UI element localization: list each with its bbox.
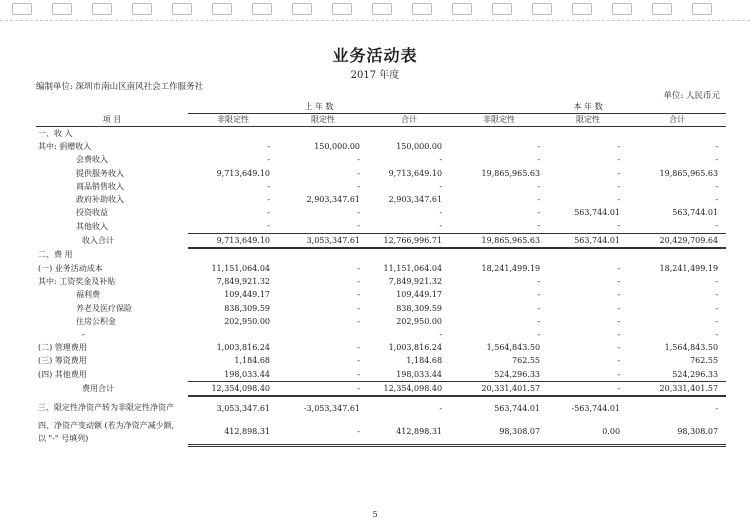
table-row bbox=[36, 381, 726, 396]
value-cell: 1,564,843.50 bbox=[664, 343, 719, 353]
row-label: 三、限定性净资产转为非限定性净资产 bbox=[38, 403, 174, 413]
value-cell: -3,053,347.61 bbox=[303, 403, 360, 413]
value-cell: - bbox=[715, 142, 719, 152]
table-row bbox=[36, 396, 726, 419]
value-cell: 98,308.07 bbox=[628, 419, 726, 445]
value-cell: 98,308.07 bbox=[450, 419, 548, 445]
table-row bbox=[36, 275, 726, 288]
value-cell: 2,903,347.61 bbox=[306, 195, 360, 205]
value-cell: - bbox=[537, 142, 541, 152]
value-cell: - bbox=[617, 181, 621, 191]
value-cell: 198,033.44 bbox=[188, 368, 278, 382]
value-cell: - bbox=[357, 221, 360, 231]
header-item: 项 目 bbox=[36, 114, 188, 127]
value-cell: 20,429,709.64 bbox=[628, 233, 726, 248]
table-row bbox=[36, 193, 726, 206]
row-label: 政府补助收入 bbox=[76, 195, 124, 205]
value-cell: 7,849,921.32 bbox=[388, 277, 443, 287]
value-cell: - bbox=[439, 181, 443, 191]
table-row bbox=[36, 233, 726, 248]
value-cell: - bbox=[617, 221, 621, 231]
row-label: (四) 其他费用 bbox=[38, 369, 87, 379]
value-cell: - bbox=[357, 168, 360, 178]
value-cell: - bbox=[439, 403, 443, 413]
value-cell: 19,865,965.63 bbox=[481, 168, 541, 178]
value-cell bbox=[188, 248, 278, 262]
value-cell: 1,184.68 bbox=[406, 356, 443, 366]
value-cell: 9,713,649.10 bbox=[188, 233, 278, 248]
value-cell bbox=[450, 127, 548, 141]
value-cell: - bbox=[715, 290, 719, 300]
value-cell: - bbox=[617, 343, 621, 353]
value-cell bbox=[628, 127, 726, 141]
value-cell: - bbox=[357, 290, 360, 300]
value-cell: 524,296.33 bbox=[628, 368, 726, 382]
value-cell: - bbox=[715, 155, 719, 165]
value-cell bbox=[278, 328, 368, 341]
value-cell: - bbox=[278, 419, 368, 445]
value-cell: - bbox=[357, 356, 360, 366]
row-label: 商品销售收入 bbox=[76, 181, 124, 191]
value-cell: - bbox=[617, 195, 621, 205]
value-cell: 202,950.00 bbox=[396, 316, 443, 326]
value-cell: - bbox=[617, 168, 621, 178]
value-cell: - bbox=[617, 290, 621, 300]
value-cell: 109,449.17 bbox=[396, 290, 443, 300]
table-row bbox=[36, 288, 726, 301]
value-cell: 838,309.59 bbox=[224, 303, 270, 313]
value-cell: 1,003,816.24 bbox=[388, 343, 443, 353]
row-label: 其他收入 bbox=[76, 221, 108, 231]
value-cell: - bbox=[278, 381, 368, 396]
value-cell: 2,903,347.61 bbox=[388, 195, 443, 205]
value-cell: 762.55 bbox=[512, 356, 541, 366]
organization-label: 编制单位: 深圳市南山区南风社会工作服务社 bbox=[36, 82, 204, 92]
value-cell: 1,184.68 bbox=[234, 356, 270, 366]
value-cell: - bbox=[267, 142, 270, 152]
row-label: 福利费 bbox=[76, 290, 100, 300]
value-cell: - bbox=[537, 221, 541, 231]
value-cell: 18,241,499.19 bbox=[659, 264, 719, 274]
value-cell: - bbox=[715, 316, 719, 326]
value-cell: - bbox=[439, 208, 443, 218]
value-cell: - bbox=[715, 403, 719, 413]
table-row bbox=[36, 127, 726, 141]
value-cell: - bbox=[537, 208, 541, 218]
value-cell: - bbox=[439, 221, 443, 231]
row-label: 收入合计 bbox=[82, 235, 114, 245]
value-cell: -563,744.01 bbox=[571, 403, 621, 413]
value-cell: 3,053,347.61 bbox=[216, 403, 270, 413]
value-cell: 563,744.01 bbox=[672, 208, 719, 218]
table-row bbox=[36, 302, 726, 315]
row-label: (三) 筹资费用 bbox=[38, 356, 87, 366]
value-cell bbox=[188, 127, 278, 141]
row-label: 费用合计 bbox=[82, 384, 114, 394]
header-prev-total: 合计 bbox=[368, 114, 450, 127]
value-cell: 12,354,098.40 bbox=[188, 381, 278, 396]
row-label: 其中: 捐赠收入 bbox=[38, 142, 92, 152]
value-cell bbox=[278, 127, 368, 141]
value-cell: 19,865,965.63 bbox=[450, 233, 548, 248]
row-label: 提供服务收入 bbox=[76, 168, 124, 178]
row-label: (二) 管理费用 bbox=[38, 343, 87, 353]
table-row bbox=[36, 354, 726, 367]
value-cell bbox=[628, 248, 726, 262]
table-row bbox=[36, 419, 726, 445]
row-label: 四、净资产变动额 (若为净资产减少额, 以 "-" 号填列) bbox=[38, 421, 175, 444]
value-cell: 9,713,649.10 bbox=[216, 168, 270, 178]
row-label: 养老及医疗保险 bbox=[76, 303, 132, 313]
header-this-total: 合计 bbox=[628, 114, 726, 127]
header-prev-year: 上 年 数 bbox=[188, 101, 450, 114]
header-this-restricted: 限定性 bbox=[548, 114, 628, 127]
value-cell bbox=[368, 248, 450, 262]
binding-strip bbox=[0, 0, 750, 21]
table-row bbox=[36, 368, 726, 382]
value-cell: - bbox=[715, 195, 719, 205]
value-cell: - bbox=[617, 155, 621, 165]
value-cell: - bbox=[357, 264, 360, 274]
value-cell: 11,151,064.04 bbox=[211, 264, 270, 274]
value-cell: - bbox=[617, 142, 621, 152]
value-cell: 412,898.31 bbox=[368, 419, 450, 445]
value-cell: - bbox=[357, 343, 360, 353]
value-cell: - bbox=[439, 155, 443, 165]
value-cell: - bbox=[537, 303, 541, 313]
value-cell: - bbox=[617, 330, 621, 340]
value-cell: - bbox=[357, 208, 360, 218]
value-cell: 563,744.01 bbox=[494, 403, 541, 413]
value-cell: - bbox=[267, 208, 270, 218]
value-cell: 18,241,499.19 bbox=[481, 264, 541, 274]
value-cell: - bbox=[617, 356, 621, 366]
value-cell: - bbox=[715, 303, 719, 313]
value-cell: - bbox=[537, 181, 541, 191]
row-label: 会费收入 bbox=[76, 155, 108, 165]
table-row bbox=[36, 140, 726, 153]
value-cell: - bbox=[278, 368, 368, 382]
value-cell: 202,950.00 bbox=[224, 316, 270, 326]
currency-unit-label: 单位: 人民币元 bbox=[663, 91, 720, 101]
value-cell: - bbox=[267, 221, 270, 231]
value-cell: 150,000.00 bbox=[314, 142, 360, 152]
value-cell: 7,849,921.32 bbox=[216, 277, 270, 287]
value-cell: 9,713,649.10 bbox=[388, 168, 443, 178]
row-label: - bbox=[82, 330, 85, 340]
value-cell bbox=[548, 127, 628, 141]
value-cell: 3,053,347.61 bbox=[278, 233, 368, 248]
value-cell: 198,033.44 bbox=[368, 368, 450, 382]
value-cell: - bbox=[439, 330, 443, 340]
value-cell: 1,564,843.50 bbox=[486, 343, 541, 353]
row-label: (一) 业务活动成本 bbox=[38, 264, 103, 274]
header-this-year: 本 年 数 bbox=[450, 101, 726, 114]
header-prev-restricted: 限定性 bbox=[278, 114, 368, 127]
value-cell: 20,331,401.57 bbox=[628, 381, 726, 396]
row-label: 住房公积金 bbox=[76, 316, 116, 326]
value-cell: - bbox=[267, 155, 270, 165]
value-cell: - bbox=[715, 181, 719, 191]
value-cell: - bbox=[715, 277, 719, 287]
value-cell: - bbox=[357, 303, 360, 313]
value-cell: - bbox=[537, 155, 541, 165]
table-row bbox=[36, 219, 726, 233]
value-cell: 838,309.59 bbox=[396, 303, 443, 313]
value-cell: - bbox=[537, 195, 541, 205]
table-row bbox=[36, 167, 726, 180]
value-cell: - bbox=[537, 330, 541, 340]
value-cell bbox=[188, 328, 278, 341]
table-row bbox=[36, 341, 726, 354]
table-row bbox=[36, 262, 726, 275]
table-row bbox=[36, 315, 726, 328]
value-cell: - bbox=[267, 181, 270, 191]
value-cell: - bbox=[617, 277, 621, 287]
activity-statement-table bbox=[36, 101, 726, 447]
page-number: 5 bbox=[372, 510, 378, 519]
value-cell bbox=[368, 127, 450, 141]
value-cell: 20,331,401.57 bbox=[450, 381, 548, 396]
value-cell: 150,000.00 bbox=[396, 142, 443, 152]
value-cell: - bbox=[267, 195, 270, 205]
value-cell: - bbox=[357, 155, 360, 165]
value-cell: 762.55 bbox=[690, 356, 719, 366]
value-cell: 563,744.01 bbox=[574, 208, 621, 218]
header-prev-unrestricted: 非限定性 bbox=[188, 114, 278, 127]
value-cell: - bbox=[715, 221, 719, 231]
value-cell: 412,898.31 bbox=[188, 419, 278, 445]
value-cell: - bbox=[357, 316, 360, 326]
table-row bbox=[36, 206, 726, 219]
value-cell: - bbox=[537, 290, 541, 300]
table-row bbox=[36, 180, 726, 193]
value-cell: 524,296.33 bbox=[450, 368, 548, 382]
value-cell: 0.00 bbox=[548, 419, 628, 445]
table-row bbox=[36, 153, 726, 166]
value-cell: 1,003,816.24 bbox=[216, 343, 270, 353]
value-cell: - bbox=[548, 381, 628, 396]
value-cell: - bbox=[357, 181, 360, 191]
header-this-unrestricted: 非限定性 bbox=[450, 114, 548, 127]
report-year: 2017 年度 bbox=[350, 70, 400, 81]
value-cell bbox=[450, 248, 548, 262]
value-cell: 109,449.17 bbox=[224, 290, 270, 300]
value-cell: 563,744.01 bbox=[548, 233, 628, 248]
row-label: 一、收 入 bbox=[38, 129, 73, 138]
table-row bbox=[36, 328, 726, 341]
value-cell bbox=[548, 248, 628, 262]
value-cell: - bbox=[537, 316, 541, 326]
value-cell: 12,354,098.40 bbox=[368, 381, 450, 396]
value-cell: - bbox=[548, 368, 628, 382]
table-row bbox=[36, 248, 726, 262]
value-cell bbox=[278, 248, 368, 262]
value-cell: - bbox=[357, 277, 360, 287]
value-cell: - bbox=[617, 303, 621, 313]
row-label: 投资收益 bbox=[76, 208, 108, 218]
row-label: 其中: 工资奖金及补贴 bbox=[38, 277, 116, 287]
value-cell: - bbox=[537, 277, 541, 287]
value-cell: 12,766,996.71 bbox=[368, 233, 450, 248]
value-cell: - bbox=[617, 316, 621, 326]
document-title: 业务活动表 bbox=[332, 46, 418, 65]
row-label: 二、费 用 bbox=[38, 250, 73, 260]
value-cell: 11,151,064.04 bbox=[383, 264, 443, 274]
value-cell: - bbox=[617, 264, 621, 274]
value-cell: 19,865,965.63 bbox=[659, 168, 719, 178]
value-cell: - bbox=[715, 330, 719, 340]
